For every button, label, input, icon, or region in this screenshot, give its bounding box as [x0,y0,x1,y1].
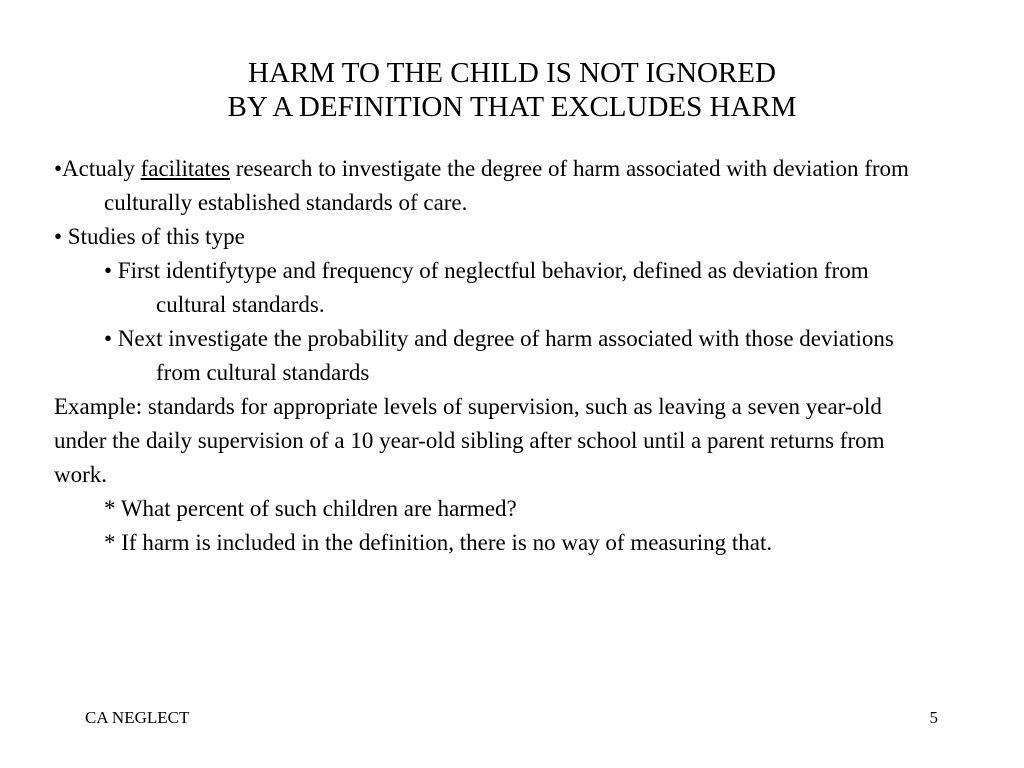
bullet-studies-of-this-type: • Studies of this type [54,224,245,249]
title-line-1: HARM TO THE CHILD IS NOT IGNORED [248,57,776,89]
question-measuring-harm: * If harm is included in the definition, there is no way of measuring that. [104,530,773,555]
bullet-1-prefix: •Actualy [54,156,141,181]
bullet-1-suffix: research to investigate the degree of harm associated with deviation from culturally established standards of care. [104,156,909,215]
sub-bullet-first-identify: • First identifytype and frequency of neglectful behavior, defined as deviation from cultural standards. [104,258,869,317]
title-line-2: BY A DEFINITION THAT EXCLUDES HARM [227,91,797,123]
bullet-facilitates-research [54,152,934,220]
underlined-facilitates: facilitates [140,156,231,181]
slide-body [54,152,934,560]
slide-title [0,56,1024,124]
footer-label: CA NEGLECT [85,708,190,727]
sub-bullet-next-investigate: • Next investigate the probability and degree of harm associated with those deviations from cultural standards [104,326,894,385]
question-percent-harmed: * What percent of such children are harmed? [104,496,517,521]
example-paragraph: Example: standards for appropriate levels of supervision, such as leaving a seven year-old under the daily supervision of a 10 year-old sibling after school until a parent returns from work. [54,394,885,487]
page-number: 5 [929,708,938,727]
